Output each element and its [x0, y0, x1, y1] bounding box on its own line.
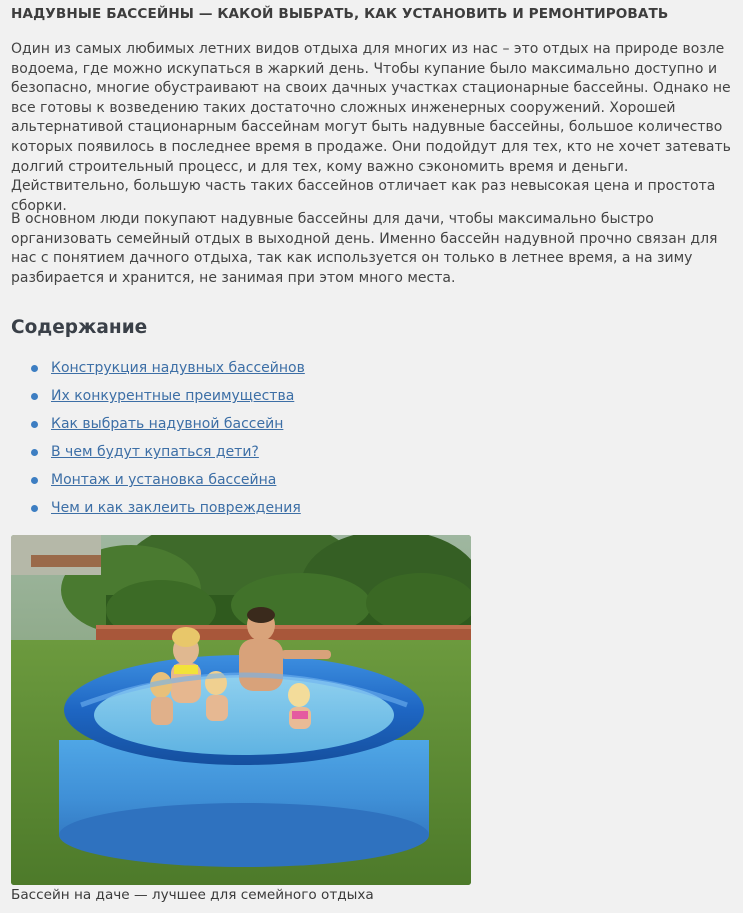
toc-link-installation[interactable]: Монтаж и установка бассейна [51, 472, 277, 488]
toc-link-advantages[interactable]: Их конкурентные преимущества [51, 388, 295, 404]
bullet-icon [31, 449, 38, 456]
toc-item [11, 413, 305, 441]
toc-item [11, 497, 305, 525]
toc-item [11, 469, 305, 497]
bullet-icon [31, 505, 38, 512]
table-of-contents [11, 357, 305, 525]
pool-photo [11, 535, 471, 885]
toc-link-repair[interactable]: Чем и как заклеить повреждения [51, 500, 301, 516]
toc-link-kids[interactable]: В чем будут купаться дети? [51, 444, 259, 460]
toc-item [11, 441, 305, 469]
bullet-icon [31, 393, 38, 400]
article-figure [11, 535, 481, 903]
toc-item [11, 357, 305, 385]
intro-paragraph: Один из самых любимых летних видов отдыха для многих из нас – это отдых на природе возле водоема, где можно искупаться в жаркий день. Чтобы купание было максимально доступно и безопасно, многие обустраивают на своих дачных участках стационарные бассейны. Однако не все готовы к возведению таких достаточно сложных инженерных сооружений. Хорошей альтернативой стационарным бассейнам могут быть надувные бассейны, большое количество которых появилось в последнее время в продаже. Они подойдут для тех, кто не хочет затевать долгий строительный процесс, и для тех, кому важно сэкономить время и деньги. Действительно, большую часть таких бассейнов отличает как раз невысокая цена и простота сборки. [11, 41, 731, 214]
bullet-icon [31, 477, 38, 484]
second-paragraph: В основном люди покупают надувные бассейны для дачи, чтобы максимально быстро организовать семейный отдых в выходной день. Именно бассейн надувной прочно связан для нас с понятием дачного отдыха, так как используется он только в летнее время, а на зиму разбирается и хранится, не занимая при этом много места. [11, 211, 718, 286]
figure-caption: Бассейн на даче — лучшее для семейного отдыха [11, 887, 374, 903]
article-title: НАДУВНЫЕ БАССЕЙНЫ — КАКОЙ ВЫБРАТЬ, КАК УСТАНОВИТЬ И РЕМОНТИРОВАТЬ [11, 6, 669, 22]
toc-link-how-to-choose[interactable]: Как выбрать надувной бассейн [51, 416, 284, 432]
toc-heading: Содержание [11, 317, 148, 338]
bullet-icon [31, 421, 38, 428]
toc-link-construction[interactable]: Конструкция надувных бассейнов [51, 360, 305, 376]
bullet-icon [31, 365, 38, 372]
toc-item [11, 385, 305, 413]
